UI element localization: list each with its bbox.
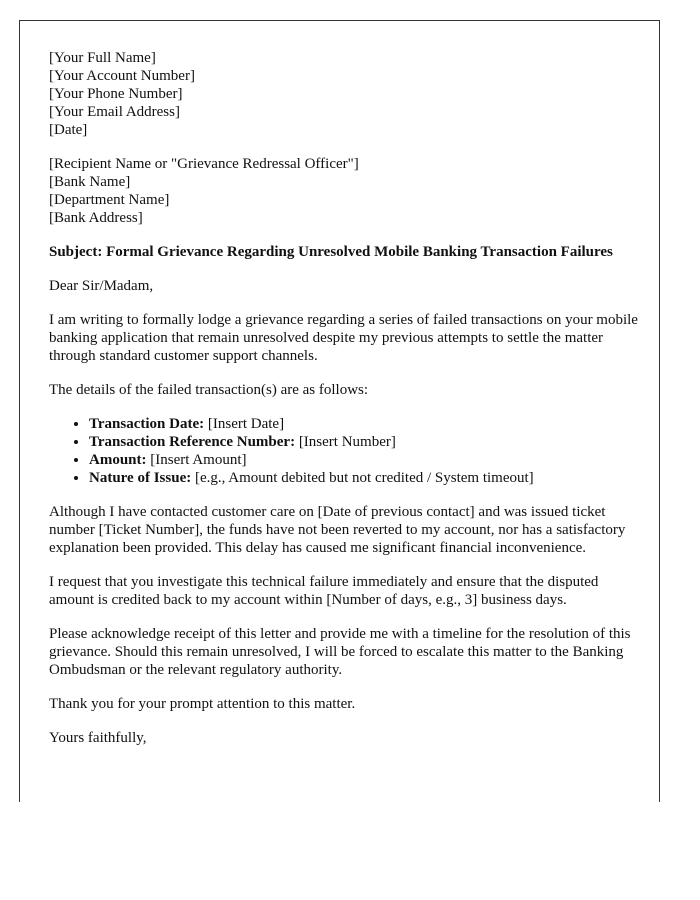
detail-value: [e.g., Amount debited but not credited / System timeout] (191, 470, 534, 486)
detail-label: Nature of Issue: (89, 470, 192, 486)
list-item (89, 415, 639, 433)
detail-value: [Insert Date] (204, 416, 285, 432)
sender-account: [Your Account Number] (49, 68, 195, 84)
details-lead-paragraph: The details of the failed transaction(s) are as follows: (49, 382, 369, 398)
letter-body (49, 49, 639, 763)
escalation-paragraph: Please acknowledge receipt of this letter and provide me with a timeline for the resolution of this grievance. Should this remain unresolved, I will be forced to escalate this matter to the Banking Ombudsman or the relevant regulatory authority. (49, 626, 631, 678)
recipient-name: [Recipient Name or "Grievance Redressal Officer"] (49, 156, 359, 172)
letter-page (19, 20, 660, 802)
sender-phone: [Your Phone Number] (49, 86, 183, 102)
recipient-department: [Department Name] (49, 192, 170, 208)
list-item (89, 433, 639, 451)
detail-value: [Insert Number] (295, 434, 396, 450)
detail-label: Transaction Date: (89, 416, 205, 432)
transaction-details-list (49, 415, 639, 487)
thanks-paragraph: Thank you for your prompt attention to this matter. (49, 696, 356, 712)
contact-paragraph: Although I have contacted customer care on [Date of previous contact] and was issued ticket number [Ticket Number], the funds have not been reverted to my account, nor has a satisfactory explanation been provided. This delay has caused me significant financial inconvenience. (49, 504, 626, 556)
sender-name: [Your Full Name] (49, 50, 156, 66)
subject-line: Subject: Formal Grievance Regarding Unresolved Mobile Banking Transaction Failures (49, 244, 613, 260)
intro-paragraph: I am writing to formally lodge a grievance regarding a series of failed transactions on your mobile banking application that remain unresolved despite my previous attempts to settle the matter through standard customer support channels. (49, 312, 638, 364)
detail-label: Transaction Reference Number: (89, 434, 296, 450)
sender-email: [Your Email Address] (49, 104, 180, 120)
letter-date: [Date] (49, 122, 88, 138)
list-item (89, 451, 639, 469)
salutation: Dear Sir/Madam, (49, 278, 154, 294)
list-item (89, 469, 639, 487)
recipient-block (49, 155, 639, 227)
sender-block (49, 49, 639, 139)
closing-line: Yours faithfully, (49, 730, 147, 746)
detail-value: [Insert Amount] (146, 452, 247, 468)
detail-label: Amount: (89, 452, 147, 468)
recipient-address: [Bank Address] (49, 210, 143, 226)
recipient-bank: [Bank Name] (49, 174, 131, 190)
request-paragraph: I request that you investigate this technical failure immediately and ensure that the disputed amount is credited back to my account within [Number of days, e.g., 3] business days. (49, 574, 599, 608)
